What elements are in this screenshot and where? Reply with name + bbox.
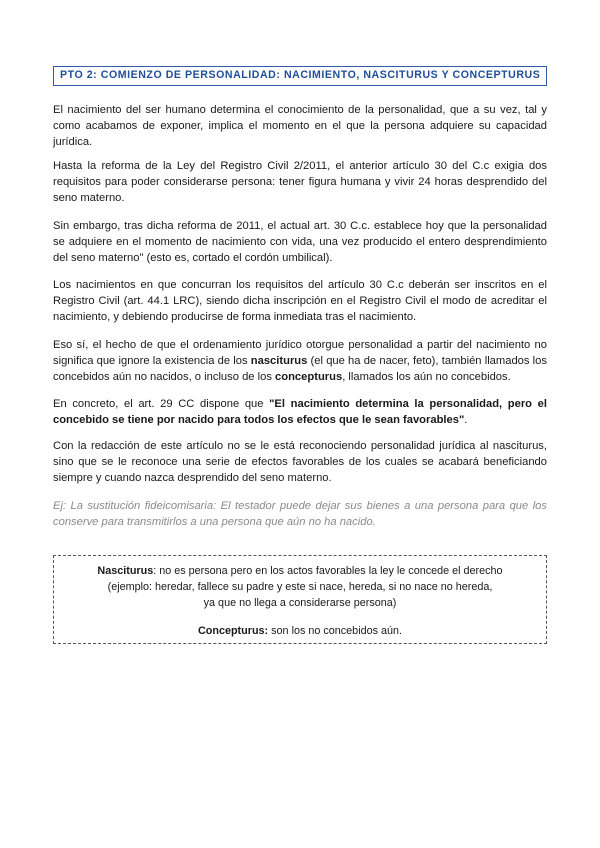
definition-concepturus-line (54, 623, 546, 639)
definition-example-line: (ejemplo: heredar, fallece su padre y este si nace, hereda, si no nace no hereda, (107, 581, 493, 593)
paragraph-registry: Los nacimientos en que concurran los requisitos del artículo 30 C.c deberán ser inscritos en el Registro Civil (art. 44.1 LRC), siendo dicha inscripción en el Registro Civil el modo de acreditar el nacimiento, y debiendo producirse de forma inmediata tras el nacimiento. (53, 279, 547, 323)
paragraph-article-29 (53, 396, 547, 428)
term-nasciturus: nasciturus (250, 355, 308, 367)
paragraph-favorable-effects: Con la redacción de este artículo no se le está reconociendo personalidad jurídica al nasciturus, sino que se le reconoce una serie de efectos favorables de los cuales se acabará beneficiando siempre y cuando nazca desprendido del seno materno. (53, 440, 547, 484)
spacer (54, 611, 546, 623)
article-29-quote: "El nacimiento determina la personalidad, pero el concebido se tiene por nacido para todos los efectos que le sean favorables" (53, 398, 547, 426)
definition-text: son los no concebidos aún. (268, 625, 403, 637)
definition-nasciturus-line (54, 563, 546, 579)
definitions-box (53, 555, 547, 644)
definition-term-nasciturus: Nasciturus (97, 565, 154, 577)
paragraph-current-article: Sin embargo, tras dicha reforma de 2011, el actual art. 30 C.c. establece hoy que la personalidad se adquiere en el momento de nacimiento con vida, una vez producido el entero desprendimiento del seno materno" (esto es, cortado el cordón umbilical). (53, 220, 547, 264)
term-concepturus: concepturus (275, 371, 343, 383)
text-segment: . (464, 414, 468, 426)
definition-term-concepturus: Concepturus: (197, 625, 269, 637)
text-segment: En concreto, el art. 29 CC dispone que (53, 398, 270, 410)
paragraph-nasciturus-concepturus (53, 337, 547, 385)
text-segment: Eso sí, el hecho de que el ordenamiento jurídico otorgue personalidad a partir del nacimiento no significa que ignore la existencia de los (53, 339, 547, 367)
section-heading: PTO 2: COMIENZO DE PERSONALIDAD: NACIMIENTO, NASCITURUS Y CONCEPTURUS (53, 66, 547, 86)
example-fideicomisaria: Ej: La sustitución fideicomisaria: El testador puede dejar sus bienes a una persona para que los conserve para transmitirlos a una persona que aún no ha nacido. (53, 500, 547, 528)
text-segment: , llamados los aún no concebidos. (342, 371, 511, 383)
definition-example-line: ya que no llega a considerarse persona) (203, 597, 397, 609)
definition-text: : no es persona pero en los actos favorables la ley le concede el derecho (153, 565, 503, 577)
text-segment: (el que ha de nacer, feto), también llamados los concebidos aún no nacidos, o incluso de los (53, 355, 547, 383)
paragraph-intro: El nacimiento del ser humano determina el conocimiento de la personalidad, que a su vez, tal y como acabamos de exponer, implica el momento en el que la persona adquiere su capacidad jurídica. (53, 104, 547, 148)
paragraph-reform-history: Hasta la reforma de la Ley del Registro Civil 2/2011, el anterior artículo 30 del C.c exigia dos requisitos para poder considerarse persona: tener figura humana y vivir 24 horas desprendido del seno materno. (53, 160, 547, 204)
